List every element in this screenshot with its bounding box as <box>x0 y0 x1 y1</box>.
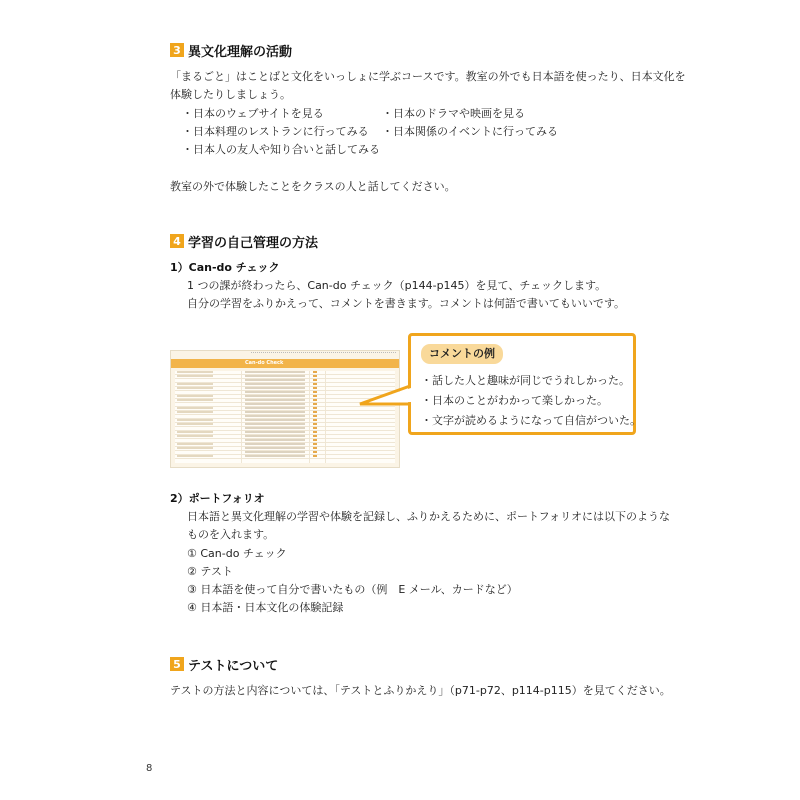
subsection-2-line2: ものを入れます。 <box>187 528 275 541</box>
thumbnail-table <box>175 371 395 463</box>
portfolio-item: ③ 日本語を使って自分で書いたもの（例 E メール、カードなど） <box>187 583 518 596</box>
section-3-intro-line2: 体験したりしましょう。 <box>170 88 291 101</box>
subsection-1-line1: 1 つの課が終わったら、Can-do チェック（p144-p145）を見て、チェックします。 <box>187 279 607 292</box>
section-4-heading <box>170 232 318 250</box>
thumbnail-title: Can-do Check <box>245 360 284 366</box>
bullet-item: ・日本のウェブサイトを見る <box>182 107 324 120</box>
bullet-item: ・日本人の友人や知り合いと話してみる <box>182 143 380 156</box>
portfolio-item: ① Can-do チェック <box>187 547 287 560</box>
bullet-item: ・日本関係のイベントに行ってみる <box>382 125 558 138</box>
comment-example-item: ・文字が読めるようになって自信がついた。 <box>421 414 641 427</box>
portfolio-item: ② テスト <box>187 565 233 578</box>
section-title: テストについて <box>188 658 279 674</box>
section-title: 学習の自己管理の方法 <box>188 235 319 251</box>
subsection-1-line2: 自分の学習をふりかえって、コメントを書きます。コメントは何語で書いてもいいです。 <box>187 297 626 310</box>
can-do-check-thumbnail <box>170 350 400 468</box>
section-3-heading <box>170 41 292 59</box>
section-3-closing: 教室の外で体験したことをクラスの人と話してください。 <box>170 180 456 193</box>
subsection-1-title: 1）Can-do チェック <box>170 261 280 274</box>
section-number-badge: 3 <box>170 43 184 57</box>
comment-example-label: コメントの例 <box>421 344 503 364</box>
thumbnail-row <box>175 455 395 459</box>
comment-example-item: ・話した人と趣味が同じでうれしかった。 <box>421 374 630 387</box>
subsection-2-title: 2）ポートフォリオ <box>170 492 265 505</box>
page-number: 8 <box>146 763 153 774</box>
section-number-badge: 5 <box>170 657 184 671</box>
subsection-2-line1: 日本語と異文化理解の学習や体験を記録し、ふりかえるために、ポートフォリオには以下のような <box>187 510 671 523</box>
comment-example-callout <box>408 333 641 435</box>
section-5-heading <box>170 655 278 673</box>
section-number-badge: 4 <box>170 234 184 248</box>
portfolio-item: ④ 日本語・日本文化の体験記録 <box>187 601 344 614</box>
thumbnail-header <box>171 359 399 368</box>
comment-example-item: ・日本のことがわかって楽しかった。 <box>421 394 608 407</box>
section-5-body: テストの方法と内容については、「テストとふりかえり」（p71-p72、p114-p115）を見てください。 <box>170 684 671 697</box>
bullet-item: ・日本料理のレストランに行ってみる <box>182 125 369 138</box>
bullet-item: ・日本のドラマや映画を見る <box>382 107 525 120</box>
section-title: 異文化理解の活動 <box>188 44 293 60</box>
section-3-intro-line1: 「まるごと」はことばと文化をいっしょに学ぶコースです。教室の外でも日本語を使ったり、日本文化を <box>170 70 686 83</box>
